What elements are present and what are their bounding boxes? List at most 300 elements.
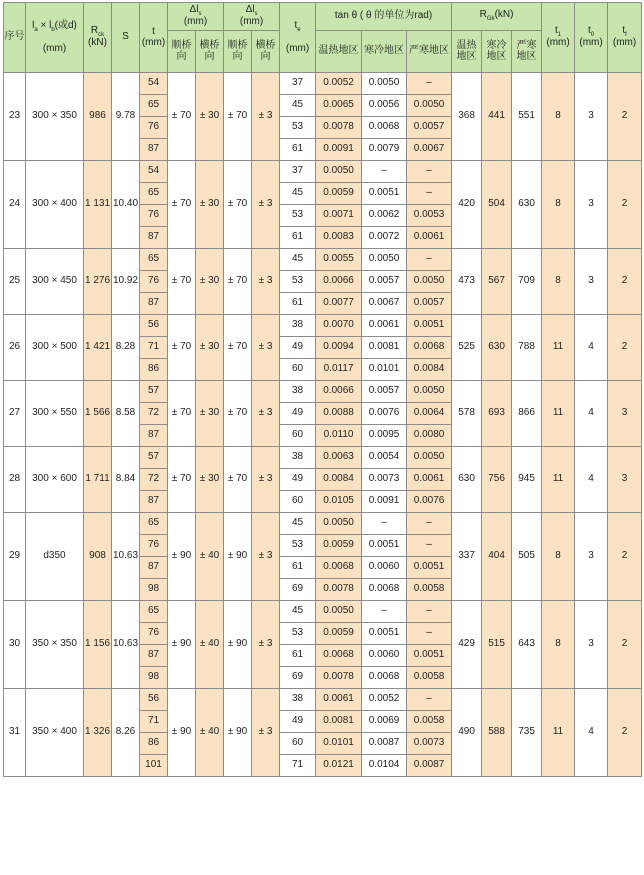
header-seq: 序号 xyxy=(4,3,26,73)
cell-te: 61 xyxy=(280,557,316,579)
cell-rck: 1 131 xyxy=(84,161,112,249)
cell-seq: 27 xyxy=(4,381,26,447)
cell-t0: 3 xyxy=(575,249,608,315)
cell-rck: 1 566 xyxy=(84,381,112,447)
cell-t1: 8 xyxy=(542,601,575,689)
cell-t1: 11 xyxy=(542,315,575,381)
cell-tan-cold: 0.0072 xyxy=(362,227,407,249)
cell-tan-warm: 0.0061 xyxy=(316,689,362,711)
cell-t: 72 xyxy=(140,469,168,491)
cell-t1: 8 xyxy=(542,249,575,315)
cell-t0: 4 xyxy=(575,381,608,447)
cell-s: 8.58 xyxy=(112,381,140,447)
cell-tf: 2 xyxy=(608,161,642,249)
cell-dl-across-2: ± 3 xyxy=(252,513,280,601)
cell-size: 350 × 400 xyxy=(26,689,84,777)
cell-rck: 1 326 xyxy=(84,689,112,777)
cell-tan-cold: 0.0073 xyxy=(362,469,407,491)
cell-tan-cold: 0.0104 xyxy=(362,755,407,777)
cell-tf: 2 xyxy=(608,689,642,777)
cell-te: 49 xyxy=(280,403,316,425)
cell-tan-cold: 0.0050 xyxy=(362,249,407,271)
cell-te: 38 xyxy=(280,447,316,469)
cell-tf: 2 xyxy=(608,73,642,161)
header-dl-1: $\Delta l_s$ (mm) xyxy=(168,3,224,31)
cell-te: 60 xyxy=(280,359,316,381)
cell-dl-along-1: ± 70 xyxy=(168,381,196,447)
cell-tan-warm: 0.0094 xyxy=(316,337,362,359)
table-row xyxy=(4,447,642,469)
header-along-2: 顺桥向 xyxy=(224,31,252,73)
cell-rgk-warm: 578 xyxy=(452,381,482,447)
cell-tan-severe: 0.0058 xyxy=(407,579,452,601)
cell-tan-cold: 0.0069 xyxy=(362,711,407,733)
cell-rck: 1 421 xyxy=(84,315,112,381)
table-row xyxy=(4,249,642,271)
cell-rck: 1 156 xyxy=(84,601,112,689)
cell-tan-cold: – xyxy=(362,601,407,623)
cell-tan-warm: 0.0050 xyxy=(316,513,362,535)
cell-tan-warm: 0.0059 xyxy=(316,535,362,557)
cell-tan-warm: 0.0078 xyxy=(316,579,362,601)
cell-tan-warm: 0.0071 xyxy=(316,205,362,227)
header-size: $l_a \times l_b$(或d) (mm) xyxy=(26,3,84,73)
cell-te: 53 xyxy=(280,117,316,139)
cell-tan-severe: 0.0051 xyxy=(407,315,452,337)
cell-tan-cold: 0.0062 xyxy=(362,205,407,227)
cell-dl-across-1: ± 30 xyxy=(196,249,224,315)
cell-t: 56 xyxy=(140,315,168,337)
cell-te: 37 xyxy=(280,161,316,183)
cell-dl-along-2: ± 70 xyxy=(224,161,252,249)
cell-t: 56 xyxy=(140,689,168,711)
cell-tan-cold: 0.0060 xyxy=(362,645,407,667)
cell-tan-severe: – xyxy=(407,249,452,271)
table-row xyxy=(4,601,642,623)
cell-tan-warm: 0.0066 xyxy=(316,271,362,293)
cell-t0: 4 xyxy=(575,315,608,381)
cell-tan-warm: 0.0084 xyxy=(316,469,362,491)
header-along-1: 顺桥向 xyxy=(168,31,196,73)
cell-tan-warm: 0.0078 xyxy=(316,667,362,689)
cell-te: 61 xyxy=(280,227,316,249)
cell-t: 101 xyxy=(140,755,168,777)
cell-tan-severe: 0.0057 xyxy=(407,293,452,315)
cell-t: 71 xyxy=(140,337,168,359)
cell-te: 38 xyxy=(280,689,316,711)
cell-tan-severe: 0.0058 xyxy=(407,711,452,733)
cell-te: 45 xyxy=(280,95,316,117)
cell-tan-severe: 0.0073 xyxy=(407,733,452,755)
cell-t1: 8 xyxy=(542,73,575,161)
cell-t: 65 xyxy=(140,95,168,117)
cell-dl-across-2: ± 3 xyxy=(252,601,280,689)
table-row xyxy=(4,381,642,403)
cell-t: 76 xyxy=(140,205,168,227)
cell-dl-along-2: ± 70 xyxy=(224,447,252,513)
cell-te: 38 xyxy=(280,315,316,337)
cell-rgk-cold: 630 xyxy=(482,315,512,381)
cell-rgk-severe: 505 xyxy=(512,513,542,601)
header-t0: $t_0$ (mm) xyxy=(575,3,608,73)
cell-tan-cold: 0.0051 xyxy=(362,183,407,205)
table-row xyxy=(4,161,642,183)
header-t1: $t_1$ (mm) xyxy=(542,3,575,73)
cell-dl-along-1: ± 90 xyxy=(168,513,196,601)
cell-tan-severe: 0.0076 xyxy=(407,491,452,513)
cell-dl-along-1: ± 90 xyxy=(168,601,196,689)
header-warm: 温热地区 xyxy=(316,31,362,73)
cell-rgk-warm: 368 xyxy=(452,73,482,161)
table-body xyxy=(4,73,642,777)
cell-tan-cold: 0.0076 xyxy=(362,403,407,425)
cell-rgk-severe: 788 xyxy=(512,315,542,381)
cell-dl-along-2: ± 90 xyxy=(224,601,252,689)
cell-tan-warm: 0.0055 xyxy=(316,249,362,271)
cell-t1: 8 xyxy=(542,513,575,601)
header-rgk-cold: 寒冷地区 xyxy=(482,31,512,73)
cell-tan-severe: 0.0051 xyxy=(407,557,452,579)
cell-tan-cold: 0.0051 xyxy=(362,535,407,557)
cell-tan-warm: 0.0088 xyxy=(316,403,362,425)
header-te: $t_e$ (mm) xyxy=(280,3,316,73)
cell-s: 10.63 xyxy=(112,513,140,601)
cell-tan-warm: 0.0065 xyxy=(316,95,362,117)
cell-dl-across-1: ± 40 xyxy=(196,601,224,689)
cell-tan-severe: 0.0050 xyxy=(407,447,452,469)
cell-te: 49 xyxy=(280,711,316,733)
table-row xyxy=(4,315,642,337)
cell-tan-severe: – xyxy=(407,513,452,535)
cell-rgk-severe: 945 xyxy=(512,447,542,513)
cell-rgk-warm: 473 xyxy=(452,249,482,315)
cell-dl-along-2: ± 70 xyxy=(224,381,252,447)
cell-dl-across-2: ± 3 xyxy=(252,161,280,249)
cell-tan-severe: – xyxy=(407,689,452,711)
cell-tf: 2 xyxy=(608,315,642,381)
header-cold: 寒冷地区 xyxy=(362,31,407,73)
cell-dl-across-1: ± 30 xyxy=(196,315,224,381)
cell-rgk-warm: 420 xyxy=(452,161,482,249)
cell-tf: 2 xyxy=(608,249,642,315)
cell-rgk-severe: 551 xyxy=(512,73,542,161)
cell-tan-severe: 0.0061 xyxy=(407,227,452,249)
cell-tan-warm: 0.0066 xyxy=(316,381,362,403)
cell-t: 57 xyxy=(140,381,168,403)
cell-seq: 26 xyxy=(4,315,26,381)
header-tf: $t_f$ (mm) xyxy=(608,3,642,73)
cell-t0: 3 xyxy=(575,161,608,249)
cell-te: 38 xyxy=(280,381,316,403)
cell-tan-warm: 0.0121 xyxy=(316,755,362,777)
cell-tan-cold: 0.0068 xyxy=(362,579,407,601)
cell-dl-across-2: ± 3 xyxy=(252,689,280,777)
cell-dl-along-2: ± 90 xyxy=(224,689,252,777)
cell-te: 53 xyxy=(280,205,316,227)
cell-seq: 25 xyxy=(4,249,26,315)
cell-te: 71 xyxy=(280,755,316,777)
cell-size: 300 × 550 xyxy=(26,381,84,447)
cell-tan-warm: 0.0110 xyxy=(316,425,362,447)
cell-dl-along-1: ± 70 xyxy=(168,447,196,513)
cell-tan-severe: 0.0057 xyxy=(407,117,452,139)
cell-t: 76 xyxy=(140,117,168,139)
cell-size: 300 × 500 xyxy=(26,315,84,381)
cell-t1: 8 xyxy=(542,161,575,249)
cell-t: 87 xyxy=(140,227,168,249)
cell-tan-warm: 0.0050 xyxy=(316,161,362,183)
cell-rgk-severe: 643 xyxy=(512,601,542,689)
cell-dl-along-2: ± 70 xyxy=(224,73,252,161)
cell-t: 76 xyxy=(140,623,168,645)
cell-tan-cold: 0.0057 xyxy=(362,271,407,293)
cell-tan-cold: 0.0068 xyxy=(362,117,407,139)
cell-tf: 3 xyxy=(608,447,642,513)
cell-t: 87 xyxy=(140,425,168,447)
cell-rgk-severe: 709 xyxy=(512,249,542,315)
cell-rgk-warm: 490 xyxy=(452,689,482,777)
cell-te: 45 xyxy=(280,601,316,623)
cell-size: 300 × 450 xyxy=(26,249,84,315)
cell-dl-across-2: ± 3 xyxy=(252,315,280,381)
cell-t: 54 xyxy=(140,161,168,183)
cell-dl-across-1: ± 40 xyxy=(196,689,224,777)
bearing-spec-table xyxy=(3,2,642,777)
cell-dl-across-1: ± 30 xyxy=(196,73,224,161)
cell-tf: 2 xyxy=(608,601,642,689)
cell-dl-across-1: ± 30 xyxy=(196,447,224,513)
cell-te: 61 xyxy=(280,139,316,161)
cell-s: 9.78 xyxy=(112,73,140,161)
cell-te: 45 xyxy=(280,183,316,205)
cell-tan-warm: 0.0070 xyxy=(316,315,362,337)
cell-tan-severe: 0.0053 xyxy=(407,205,452,227)
cell-tf: 3 xyxy=(608,381,642,447)
cell-tan-severe: – xyxy=(407,601,452,623)
cell-t: 86 xyxy=(140,359,168,381)
cell-t: 87 xyxy=(140,645,168,667)
cell-tan-warm: 0.0077 xyxy=(316,293,362,315)
cell-tan-cold: – xyxy=(362,161,407,183)
cell-s: 8.26 xyxy=(112,689,140,777)
cell-size: 300 × 350 xyxy=(26,73,84,161)
cell-dl-across-2: ± 3 xyxy=(252,73,280,161)
header-across-1: 横桥向 xyxy=(196,31,224,73)
cell-tan-cold: 0.0050 xyxy=(362,73,407,95)
cell-t0: 3 xyxy=(575,601,608,689)
cell-tan-severe: 0.0061 xyxy=(407,469,452,491)
cell-rgk-warm: 337 xyxy=(452,513,482,601)
cell-t0: 4 xyxy=(575,689,608,777)
cell-rck: 1 711 xyxy=(84,447,112,513)
cell-t: 87 xyxy=(140,139,168,161)
cell-tan-cold: 0.0051 xyxy=(362,623,407,645)
cell-dl-along-2: ± 90 xyxy=(224,513,252,601)
cell-tan-warm: 0.0063 xyxy=(316,447,362,469)
cell-t: 65 xyxy=(140,513,168,535)
header-across-2: 横桥向 xyxy=(252,31,280,73)
cell-tan-warm: 0.0059 xyxy=(316,183,362,205)
cell-tan-cold: 0.0091 xyxy=(362,491,407,513)
cell-tf: 2 xyxy=(608,513,642,601)
cell-s: 10.92 xyxy=(112,249,140,315)
cell-te: 61 xyxy=(280,645,316,667)
header-s: S xyxy=(112,3,140,73)
cell-rgk-warm: 630 xyxy=(452,447,482,513)
cell-tan-severe: – xyxy=(407,623,452,645)
cell-t1: 11 xyxy=(542,447,575,513)
cell-tan-severe: 0.0051 xyxy=(407,645,452,667)
cell-t: 86 xyxy=(140,733,168,755)
cell-dl-across-2: ± 3 xyxy=(252,249,280,315)
cell-tan-warm: 0.0117 xyxy=(316,359,362,381)
cell-seq: 29 xyxy=(4,513,26,601)
cell-dl-along-1: ± 70 xyxy=(168,73,196,161)
cell-t: 54 xyxy=(140,73,168,95)
cell-rck: 908 xyxy=(84,513,112,601)
cell-dl-across-2: ± 3 xyxy=(252,447,280,513)
cell-size: d350 xyxy=(26,513,84,601)
cell-rgk-warm: 429 xyxy=(452,601,482,689)
cell-dl-along-2: ± 70 xyxy=(224,249,252,315)
cell-te: 69 xyxy=(280,579,316,601)
cell-s: 10.40 xyxy=(112,161,140,249)
cell-dl-along-1: ± 90 xyxy=(168,689,196,777)
cell-dl-across-1: ± 30 xyxy=(196,161,224,249)
cell-tan-severe: 0.0068 xyxy=(407,337,452,359)
cell-dl-across-1: ± 30 xyxy=(196,381,224,447)
header-rgk-warm: 温热地区 xyxy=(452,31,482,73)
cell-size: 300 × 600 xyxy=(26,447,84,513)
cell-t0: 3 xyxy=(575,513,608,601)
cell-dl-along-1: ± 70 xyxy=(168,315,196,381)
cell-seq: 28 xyxy=(4,447,26,513)
cell-tan-cold: 0.0060 xyxy=(362,557,407,579)
cell-tan-warm: 0.0068 xyxy=(316,557,362,579)
cell-te: 53 xyxy=(280,623,316,645)
cell-tan-cold: 0.0061 xyxy=(362,315,407,337)
cell-rgk-cold: 588 xyxy=(482,689,512,777)
cell-dl-along-1: ± 70 xyxy=(168,161,196,249)
cell-tan-warm: 0.0081 xyxy=(316,711,362,733)
cell-t: 71 xyxy=(140,711,168,733)
cell-tan-severe: 0.0080 xyxy=(407,425,452,447)
cell-tan-cold: 0.0054 xyxy=(362,447,407,469)
cell-tan-warm: 0.0078 xyxy=(316,117,362,139)
cell-rck: 986 xyxy=(84,73,112,161)
header-rgk: $R_{Gk}(kN)$ xyxy=(452,3,542,31)
cell-tan-cold: – xyxy=(362,513,407,535)
cell-te: 49 xyxy=(280,337,316,359)
cell-t: 65 xyxy=(140,249,168,271)
cell-seq: 31 xyxy=(4,689,26,777)
cell-tan-severe: – xyxy=(407,161,452,183)
cell-te: 60 xyxy=(280,491,316,513)
cell-te: 53 xyxy=(280,271,316,293)
cell-tan-severe: – xyxy=(407,535,452,557)
cell-tan-severe: 0.0067 xyxy=(407,139,452,161)
cell-tan-warm: 0.0105 xyxy=(316,491,362,513)
cell-seq: 23 xyxy=(4,73,26,161)
cell-t: 87 xyxy=(140,557,168,579)
cell-tan-warm: 0.0101 xyxy=(316,733,362,755)
header-rck: $R_{ck}$ (kN) xyxy=(84,3,112,73)
cell-tan-warm: 0.0091 xyxy=(316,139,362,161)
cell-te: 45 xyxy=(280,513,316,535)
cell-tan-cold: 0.0067 xyxy=(362,293,407,315)
cell-rgk-cold: 504 xyxy=(482,161,512,249)
cell-t: 98 xyxy=(140,579,168,601)
cell-dl-across-1: ± 40 xyxy=(196,513,224,601)
cell-t: 72 xyxy=(140,403,168,425)
cell-rgk-cold: 404 xyxy=(482,513,512,601)
cell-tan-cold: 0.0057 xyxy=(362,381,407,403)
cell-tan-severe: 0.0084 xyxy=(407,359,452,381)
table-row xyxy=(4,513,642,535)
cell-t: 87 xyxy=(140,293,168,315)
cell-tan-severe: 0.0050 xyxy=(407,381,452,403)
cell-size: 350 × 350 xyxy=(26,601,84,689)
cell-tan-warm: 0.0083 xyxy=(316,227,362,249)
cell-te: 45 xyxy=(280,249,316,271)
cell-tan-warm: 0.0068 xyxy=(316,645,362,667)
cell-t: 98 xyxy=(140,667,168,689)
cell-rgk-cold: 515 xyxy=(482,601,512,689)
cell-tan-cold: 0.0068 xyxy=(362,667,407,689)
cell-rgk-cold: 756 xyxy=(482,447,512,513)
cell-rck: 1 276 xyxy=(84,249,112,315)
cell-t0: 4 xyxy=(575,447,608,513)
cell-tan-cold: 0.0079 xyxy=(362,139,407,161)
cell-rgk-cold: 567 xyxy=(482,249,512,315)
cell-tan-warm: 0.0052 xyxy=(316,73,362,95)
cell-rgk-warm: 525 xyxy=(452,315,482,381)
cell-rgk-severe: 866 xyxy=(512,381,542,447)
cell-rgk-severe: 735 xyxy=(512,689,542,777)
cell-tan-severe: – xyxy=(407,183,452,205)
cell-te: 53 xyxy=(280,535,316,557)
cell-te: 60 xyxy=(280,425,316,447)
header-tan: tan θ ( θ 的单位为rad) xyxy=(316,3,452,31)
cell-te: 69 xyxy=(280,667,316,689)
cell-t: 65 xyxy=(140,601,168,623)
cell-t1: 11 xyxy=(542,381,575,447)
cell-dl-along-2: ± 70 xyxy=(224,315,252,381)
table-row xyxy=(4,73,642,95)
cell-s: 10.63 xyxy=(112,601,140,689)
cell-tan-severe: 0.0050 xyxy=(407,271,452,293)
cell-s: 8.28 xyxy=(112,315,140,381)
cell-te: 61 xyxy=(280,293,316,315)
cell-tan-cold: 0.0087 xyxy=(362,733,407,755)
cell-t0: 3 xyxy=(575,73,608,161)
cell-tan-severe: 0.0058 xyxy=(407,667,452,689)
cell-te: 49 xyxy=(280,469,316,491)
cell-dl-across-2: ± 3 xyxy=(252,381,280,447)
cell-tan-severe: 0.0050 xyxy=(407,95,452,117)
header-rgk-severe: 严寒地区 xyxy=(512,31,542,73)
cell-t: 76 xyxy=(140,535,168,557)
cell-dl-along-1: ± 70 xyxy=(168,249,196,315)
cell-rgk-severe: 630 xyxy=(512,161,542,249)
cell-tan-cold: 0.0056 xyxy=(362,95,407,117)
cell-tan-severe: 0.0064 xyxy=(407,403,452,425)
cell-size: 300 × 400 xyxy=(26,161,84,249)
cell-t1: 11 xyxy=(542,689,575,777)
cell-te: 60 xyxy=(280,733,316,755)
cell-tan-cold: 0.0101 xyxy=(362,359,407,381)
cell-tan-warm: 0.0050 xyxy=(316,601,362,623)
